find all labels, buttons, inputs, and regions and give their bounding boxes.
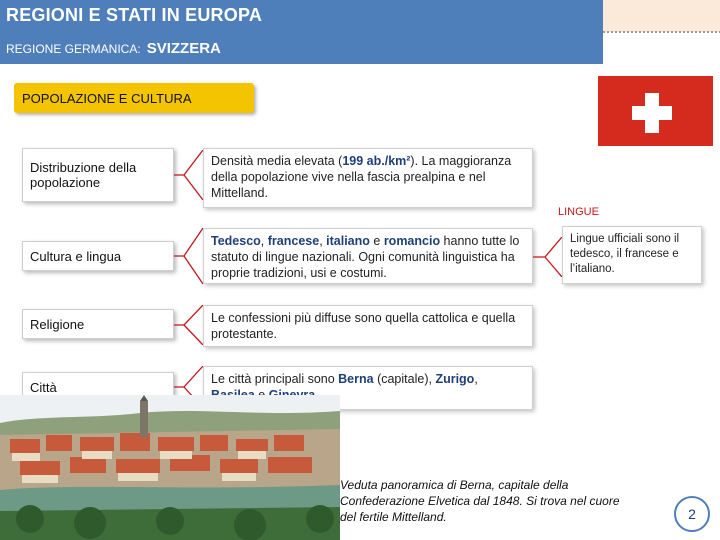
- page-title: REGIONI E STATI IN EUROPA: [6, 5, 263, 25]
- topic-desc-cultura: Tedesco, francese, italiano e romancio hanno tutte lo statuto di lingue nazionali. Ogni comunità linguistica ha proprie tradizioni, usi e costumi.: [203, 228, 533, 284]
- header-dotted-line: [603, 31, 720, 33]
- topic-label-cultura: Cultura e lingua: [22, 241, 174, 271]
- connector-arrow: [174, 228, 204, 284]
- berna-panorama-photo: [0, 395, 340, 540]
- topic-label-citta: Città: [22, 372, 174, 402]
- country-name: SVIZZERA: [146, 40, 221, 57]
- topic-label-religione: Religione: [22, 309, 174, 339]
- topic-desc-citta: Le città principali sono Berna (capitale), Zurigo,: [203, 366, 533, 410]
- topic-desc-distribuzione: Densità media elevata (199 ab./km²). La maggioranza della popolazione vive nella fascia prealpina e nel Mittelland.: [203, 148, 533, 208]
- swiss-flag-icon: [598, 76, 713, 146]
- region-prefix: REGIONE GERMANICA:: [6, 42, 141, 56]
- section-label: POPOLAZIONE E CULTURA: [22, 91, 192, 106]
- connector-arrow: [174, 305, 204, 345]
- connector-arrow: [174, 150, 204, 200]
- region-subtitle: [6, 40, 221, 57]
- languages-label: LINGUE: [558, 206, 599, 218]
- header-corner: [603, 0, 720, 32]
- header-bar: [0, 0, 603, 64]
- connector-arrow: [533, 237, 563, 277]
- photo-caption: Veduta panoramica di Berna, capitale della Confederazione Elvetica dal 1848. Si trova nel cuore del fertile Mittelland.: [340, 478, 620, 524]
- page-number: 2: [674, 496, 710, 532]
- topic-label-distribuzione: Distribuzione della popolazione: [22, 148, 174, 202]
- section-tag: [14, 83, 254, 113]
- languages-box: Lingue ufficiali sono il tedesco, il francese e l’italiano.: [562, 226, 702, 284]
- topic-desc-religione: Le confessioni più diffuse sono quella cattolica e quella protestante.: [203, 305, 533, 347]
